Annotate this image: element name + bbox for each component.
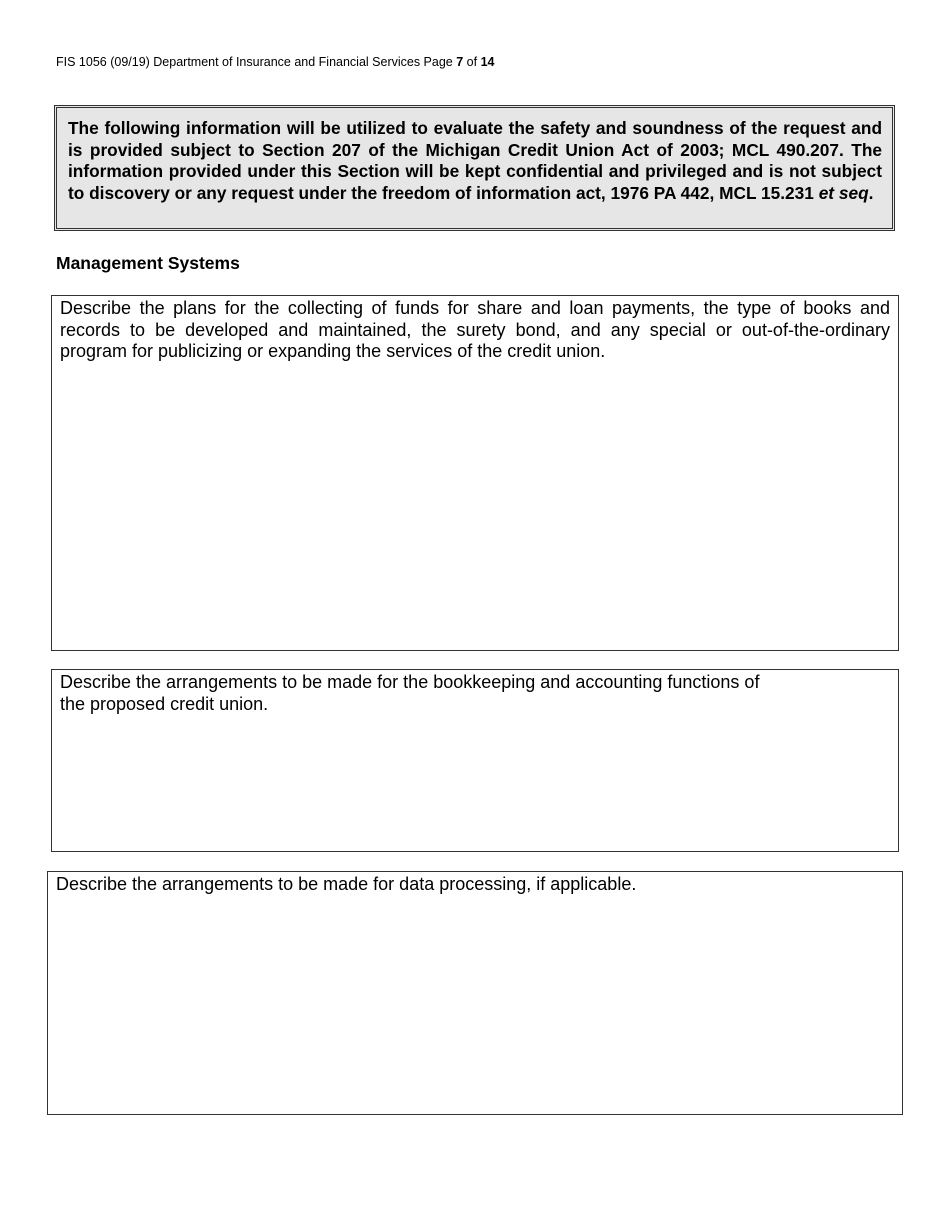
data-processing-field-box (47, 871, 903, 1115)
notice-text-main: The following information will be utilized to evaluate the safety and soundness of the request and is provided subject to Section 207 of the Michigan Credit Union Act of 2003; MCL 490.207. The information provided under this Section will be kept confidential and privileged and is not subject to discovery or any request under the freedom of information act, 1976 PA 442, MCL 15.231 (68, 118, 882, 203)
form-header (56, 55, 494, 69)
page-current: 7 (456, 55, 464, 69)
data-processing-prompt: Describe the arrangements to be made for data processing, if applicable. (56, 874, 637, 894)
page-total: 14 (480, 55, 495, 69)
section-title: Management Systems (56, 253, 240, 273)
bookkeeping-field-box (51, 669, 899, 852)
plans-prompt: Describe the plans for the collecting of funds for share and loan payments, the type of books and records to be developed and maintained, the surety bond, and any special or out-of-the-ordinary program for publicizing or expanding the services of the credit union. (60, 298, 890, 362)
bookkeeping-answer-input[interactable] (60, 720, 890, 845)
notice-text-italic: et seq (818, 182, 869, 203)
form-info: FIS 1056 (09/19) Department of Insurance and Financial Services Page (56, 55, 457, 69)
bookkeeping-prompt: Describe the arrangements to be made for the bookkeeping and accounting functions of the proposed credit union. (60, 672, 760, 714)
confidentiality-notice (54, 105, 895, 231)
data-processing-answer-input[interactable] (56, 902, 894, 1108)
plans-field-box (51, 295, 899, 651)
notice-text-end: . (868, 182, 874, 203)
notice-text (68, 118, 882, 204)
plans-answer-input[interactable] (60, 368, 890, 644)
page-of: of (463, 55, 481, 69)
